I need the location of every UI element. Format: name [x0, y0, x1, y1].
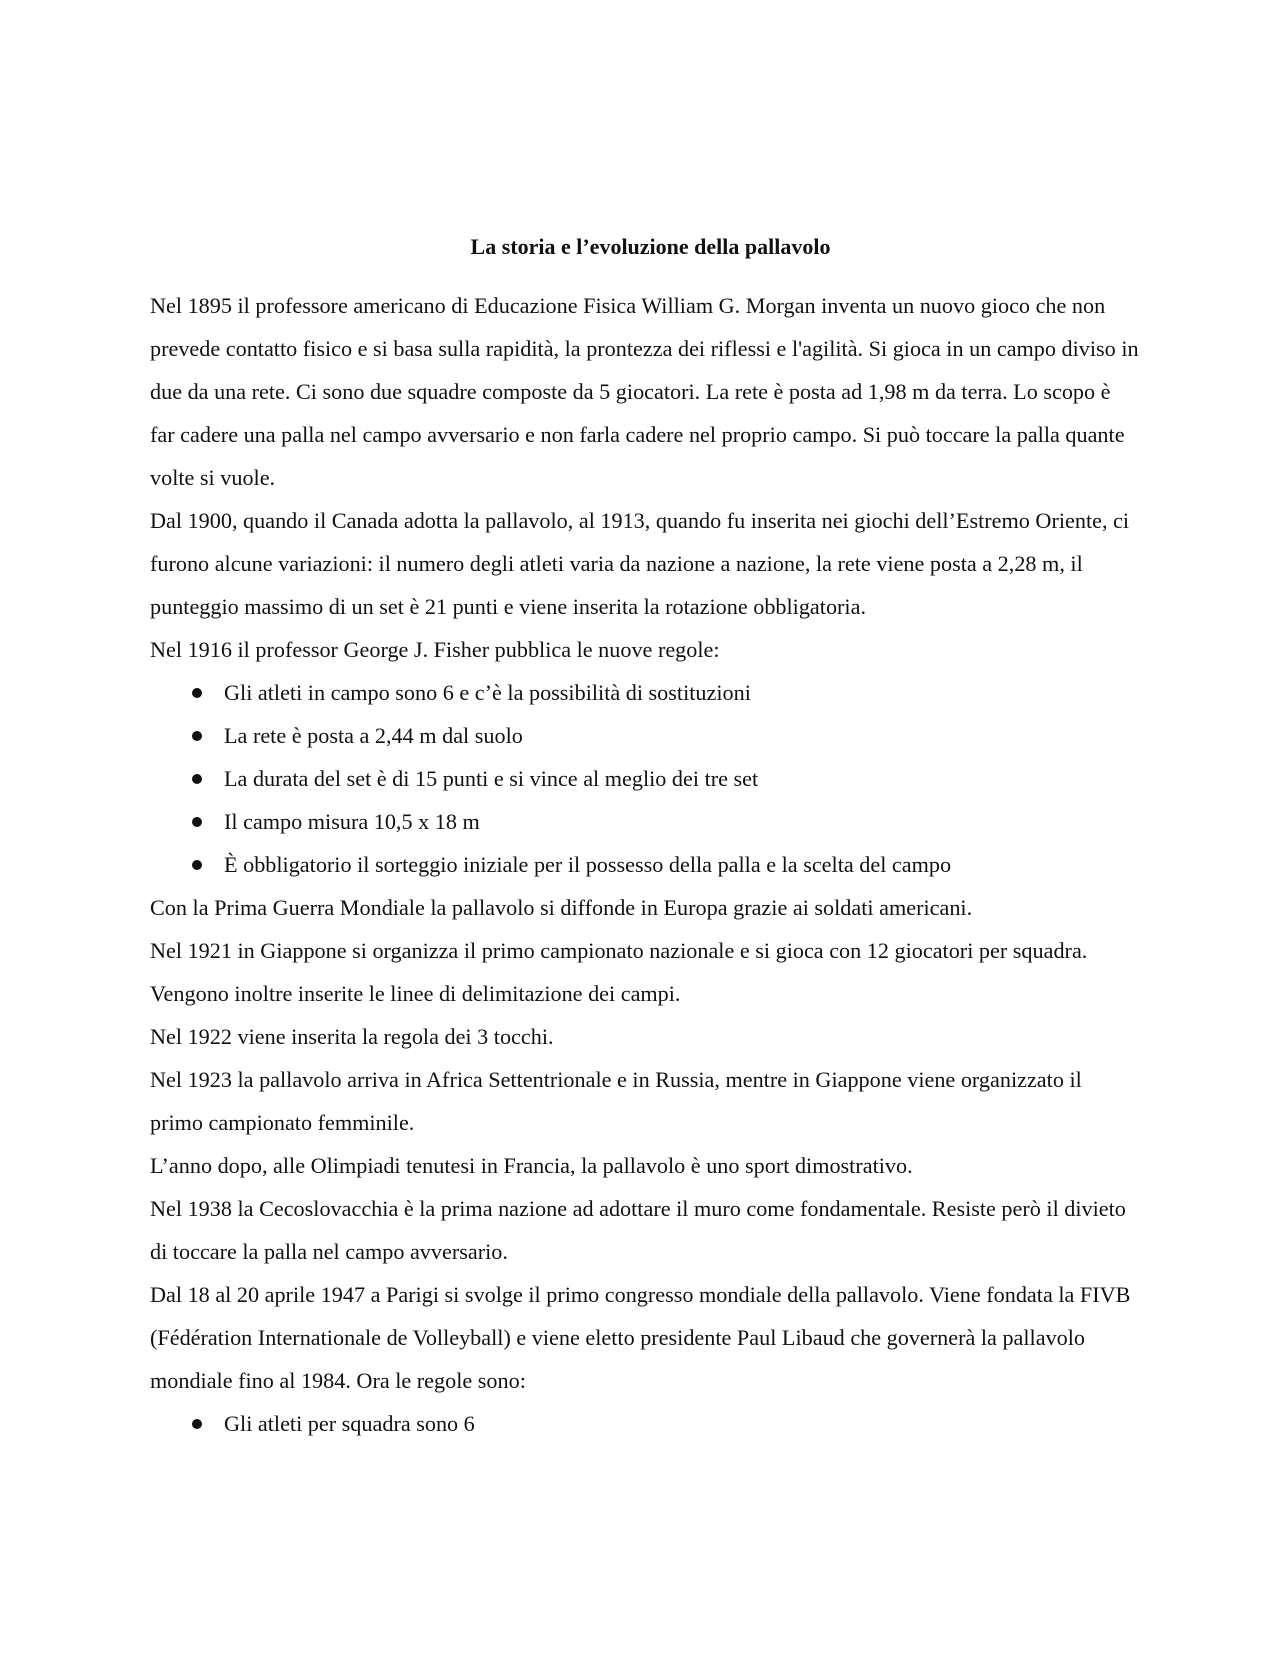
bullet-icon [192, 1419, 202, 1429]
paragraph-three-touches-1922: Nel 1922 viene inserita la regola dei 3 tocchi. [150, 1024, 554, 1049]
paragraph-fisher-1916: Nel 1916 il professor George J. Fisher pubblica le nuove regole: [150, 637, 720, 662]
bullet-icon [192, 688, 202, 698]
paragraph-fivb-1947: Dal 18 al 20 aprile 1947 a Parigi si svolge il primo congresso mondiale della pallavolo. Viene fondata la FIVB (Fédération Internationale de Volleyball) e viene eletto presidente Paul Libaud che governerà la pallavolo mondiale fino al 1984. Ora le regole sono: [150, 1282, 1131, 1393]
paragraph-world-war: Con la Prima Guerra Mondiale la pallavolo si diffonde in Europa grazie ai soldati americani. [150, 895, 973, 920]
document-body [150, 284, 1140, 1445]
list-item [150, 714, 1140, 757]
list-item [150, 757, 1140, 800]
paragraph-morgan-1895: Nel 1895 il professore americano di Educazione Fisica William G. Morgan inventa un nuovo gioco che non prevede contatto fisico e si basa sulla rapidità, la prontezza dei riflessi e l'agilità. Si gioca in un campo diviso in due da una rete. Ci sono due squadre composte da 5 giocatori. La rete è posta ad 1,98 m da terra. Lo scopo è far cadere una palla nel campo avversario e non farla cadere nel proprio campo. Si può toccare la palla quante volte si vuole. [150, 293, 1139, 490]
list-item [150, 1402, 1140, 1445]
bullet-icon [192, 774, 202, 784]
paragraph-variations-1900-1913: Dal 1900, quando il Canada adotta la pallavolo, al 1913, quando fu inserita nei giochi dell’Estremo Oriente, ci furono alcune variazioni: il numero degli atleti varia da nazione a nazione, la rete viene posta a 2,28 m, il punteggio massimo di un set è 21 punti e viene inserita la rotazione obbligatoria. [150, 508, 1130, 619]
list-item [150, 800, 1140, 843]
rules-1916-list [150, 671, 1140, 886]
document-title: La storia e l’evoluzione della pallavolo [470, 234, 831, 259]
list-item-text: Gli atleti per squadra sono 6 [224, 1411, 475, 1436]
paragraph-africa-russia-1923: Nel 1923 la pallavolo arriva in Africa Settentrionale e in Russia, mentre in Giappone viene organizzato il primo campionato femminile. [150, 1067, 1082, 1135]
rules-1947-list [150, 1402, 1140, 1445]
list-item [150, 843, 1140, 886]
bullet-icon [192, 817, 202, 827]
list-item-text: È obbligatorio il sorteggio iniziale per il possesso della palla e la scelta del campo [224, 852, 952, 877]
list-item-text: Il campo misura 10,5 x 18 m [224, 809, 480, 834]
list-item-text: La durata del set è di 15 punti e si vince al meglio dei tre set [224, 766, 759, 791]
paragraph-czechoslovakia-1938: Nel 1938 la Cecoslovacchia è la prima nazione ad adottare il muro come fondamentale. Resiste però il divieto di toccare la palla nel campo avversario. [150, 1196, 1126, 1264]
paragraph-japan-1921: Nel 1921 in Giappone si organizza il primo campionato nazionale e si gioca con 12 giocatori per squadra. Vengono inoltre inserite le linee di delimitazione dei campi. [150, 938, 1088, 1006]
bullet-icon [192, 860, 202, 870]
list-item [150, 671, 1140, 714]
list-item-text: La rete è posta a 2,44 m dal suolo [224, 723, 523, 748]
bullet-icon [192, 731, 202, 741]
paragraph-olympics: L’anno dopo, alle Olimpiadi tenutesi in Francia, la pallavolo è uno sport dimostrativo. [150, 1153, 913, 1178]
list-item-text: Gli atleti in campo sono 6 e c’è la possibilità di sostituzioni [224, 680, 751, 705]
